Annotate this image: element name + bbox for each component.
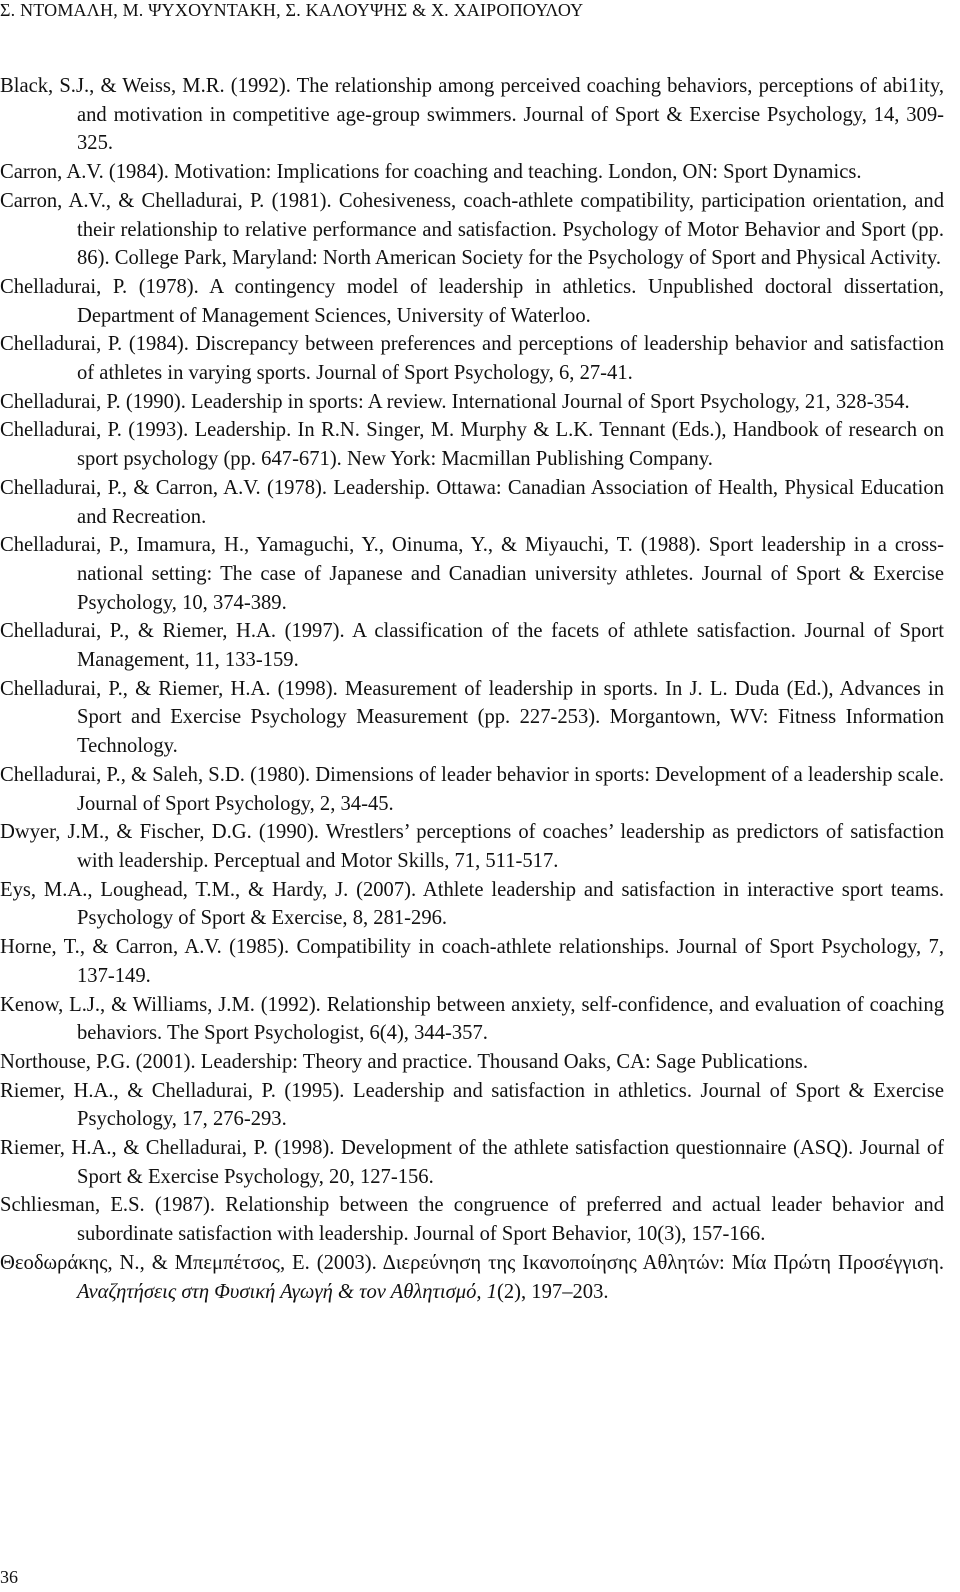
reference-entry: Carron, A.V., & Chelladurai, P. (1981). Cohesiveness, coach-athlete compatibility, participation orientation, and their relationship to relative performance and satisfaction. Psychology of Motor Behavior and Sport (pp. 86). College Park, Maryland: North American Society for the Psychology of Sport and Physical Activity.: [0, 189, 944, 270]
reference-entry: Horne, T., & Carron, A.V. (1985). Compatibility in coach-athlete relationships. Journal of Sport Psychology, 7, 137-149.: [0, 936, 944, 987]
reference-lead-text: Θεοδωράκης, Ν., & Μπεμπέτσος, Ε. (2003). Διερεύνηση της Ικανοποίησης Αθλητών: Μία Πρώτη Προσέγγιση.: [0, 1251, 944, 1274]
reference-list: [0, 72, 944, 1306]
running-header: Σ. ΝΤΟΜΑΛΗ, Μ. ΨΥΧΟΥΝΤΑΚΗ, Σ. ΚΑΛΟΥΨΗΣ & Χ. ΧΑΙΡΟΠΟΥΛΟΥ: [0, 0, 584, 20]
page-number: 36: [0, 1567, 18, 1587]
reference-entry: Kenow, L.J., & Williams, J.M. (1992). Relationship between anxiety, self-confidence, and evaluation of coaching behaviors. The Sport Psychologist, 6(4), 344-357.: [0, 993, 944, 1045]
reference-journal-italic: Αναζητήσεις στη Φυσική Αγωγή & τον Αθλητισμό, 1: [77, 1280, 497, 1303]
reference-entry: Riemer, H.A., & Chelladurai, P. (1995). Leadership and satisfaction in athletics. Journal of Sport & Exercise Psychology, 17, 276-293.: [0, 1079, 944, 1131]
reference-entry: Northouse, P.G. (2001). Leadership: Theory and practice. Thousand Oaks, CA: Sage Publications.: [0, 1050, 808, 1073]
reference-entry: Riemer, H.A., & Chelladurai, P. (1998). Development of the athlete satisfaction questionnaire (ASQ). Journal of Sport & Exercise Psychology, 20, 127-156.: [0, 1137, 944, 1188]
reference-entry: Black, S.J., & Weiss, M.R. (1992). The relationship among perceived coaching behaviors, perceptions of abi1ity, and motivation in competitive age-group swimmers. Journal of Sport & Exercise Psychology, 14, 309-325.: [0, 75, 944, 155]
reference-entry: Chelladurai, P., & Carron, A.V. (1978). Leadership. Ottawa: Canadian Association of Health, Physical Education and Recreation.: [0, 476, 944, 528]
reference-tail-text: (2), 197–203.: [497, 1280, 609, 1303]
reference-entry: Chelladurai, P. (1993). Leadership. In R.N. Singer, M. Murphy & L.K. Tennant (Eds.), Handbook of research on sport psychology (pp. 647-671). New York: Macmillan Publishing Company.: [0, 419, 944, 471]
reference-entry: Chelladurai, P., & Riemer, H.A. (1997). A classification of the facets of athlete satisfaction. Journal of Sport Management, 11, 133-159.: [0, 620, 944, 672]
reference-entry: Chelladurai, P. (1984). Discrepancy between preferences and perceptions of leadership behavior and satisfaction of athletes in varying sports. Journal of Sport Psychology, 6, 27-41.: [0, 333, 944, 385]
reference-entry: Chelladurai, P., & Riemer, H.A. (1998). Measurement of leadership in sports. In J. L. Duda (Ed.), Advances in Sport and Exercise Psychology Measurement (pp. 227-253). Morgantown, WV: Fitness Information Technology.: [0, 677, 944, 758]
reference-entry: Chelladurai, P. (1978). A contingency model of leadership in athletics. Unpublished doctoral dissertation, Department of Management Sciences, University of Waterloo.: [0, 275, 944, 327]
reference-entry: Chelladurai, P. (1990). Leadership in sports: A review. International Journal of Sport Psychology, 21, 328-354.: [0, 390, 910, 413]
reference-entry: Chelladurai, P., & Saleh, S.D. (1980). Dimensions of leader behavior in sports: Development of a leadership scale. Journal of Sport Psychology, 2, 34-45.: [0, 763, 944, 815]
reference-entry: Schliesman, E.S. (1987). Relationship between the congruence of preferred and actual leader behavior and subordinate satisfaction with leadership. Journal of Sport Behavior, 10(3), 157-166.: [0, 1194, 944, 1246]
reference-entry: Eys, M.A., Loughead, T.M., & Hardy, J. (2007). Athlete leadership and satisfaction in interactive sport teams. Psychology of Sport & Exercise, 8, 281-296.: [0, 878, 944, 930]
reference-entry: Dwyer, J.M., & Fischer, D.G. (1990). Wrestlers’ perceptions of coaches’ leadership as predictors of satisfaction with leadership. Perceptual and Motor Skills, 71, 511-517.: [0, 821, 944, 872]
reference-entry: Carron, A.V. (1984). Motivation: Implications for coaching and teaching. London, ON: Sport Dynamics.: [0, 161, 862, 184]
reference-entry: Chelladurai, P., Imamura, H., Yamaguchi, Y., Oinuma, Y., & Miyauchi, T. (1988). Sport leadership in a cross-national setting: The case of Japanese and Canadian university athletes. Journal of Sport & Exercise Psychology, 10, 374-389.: [0, 534, 944, 614]
reference-entry-greek: [0, 1249, 944, 1306]
